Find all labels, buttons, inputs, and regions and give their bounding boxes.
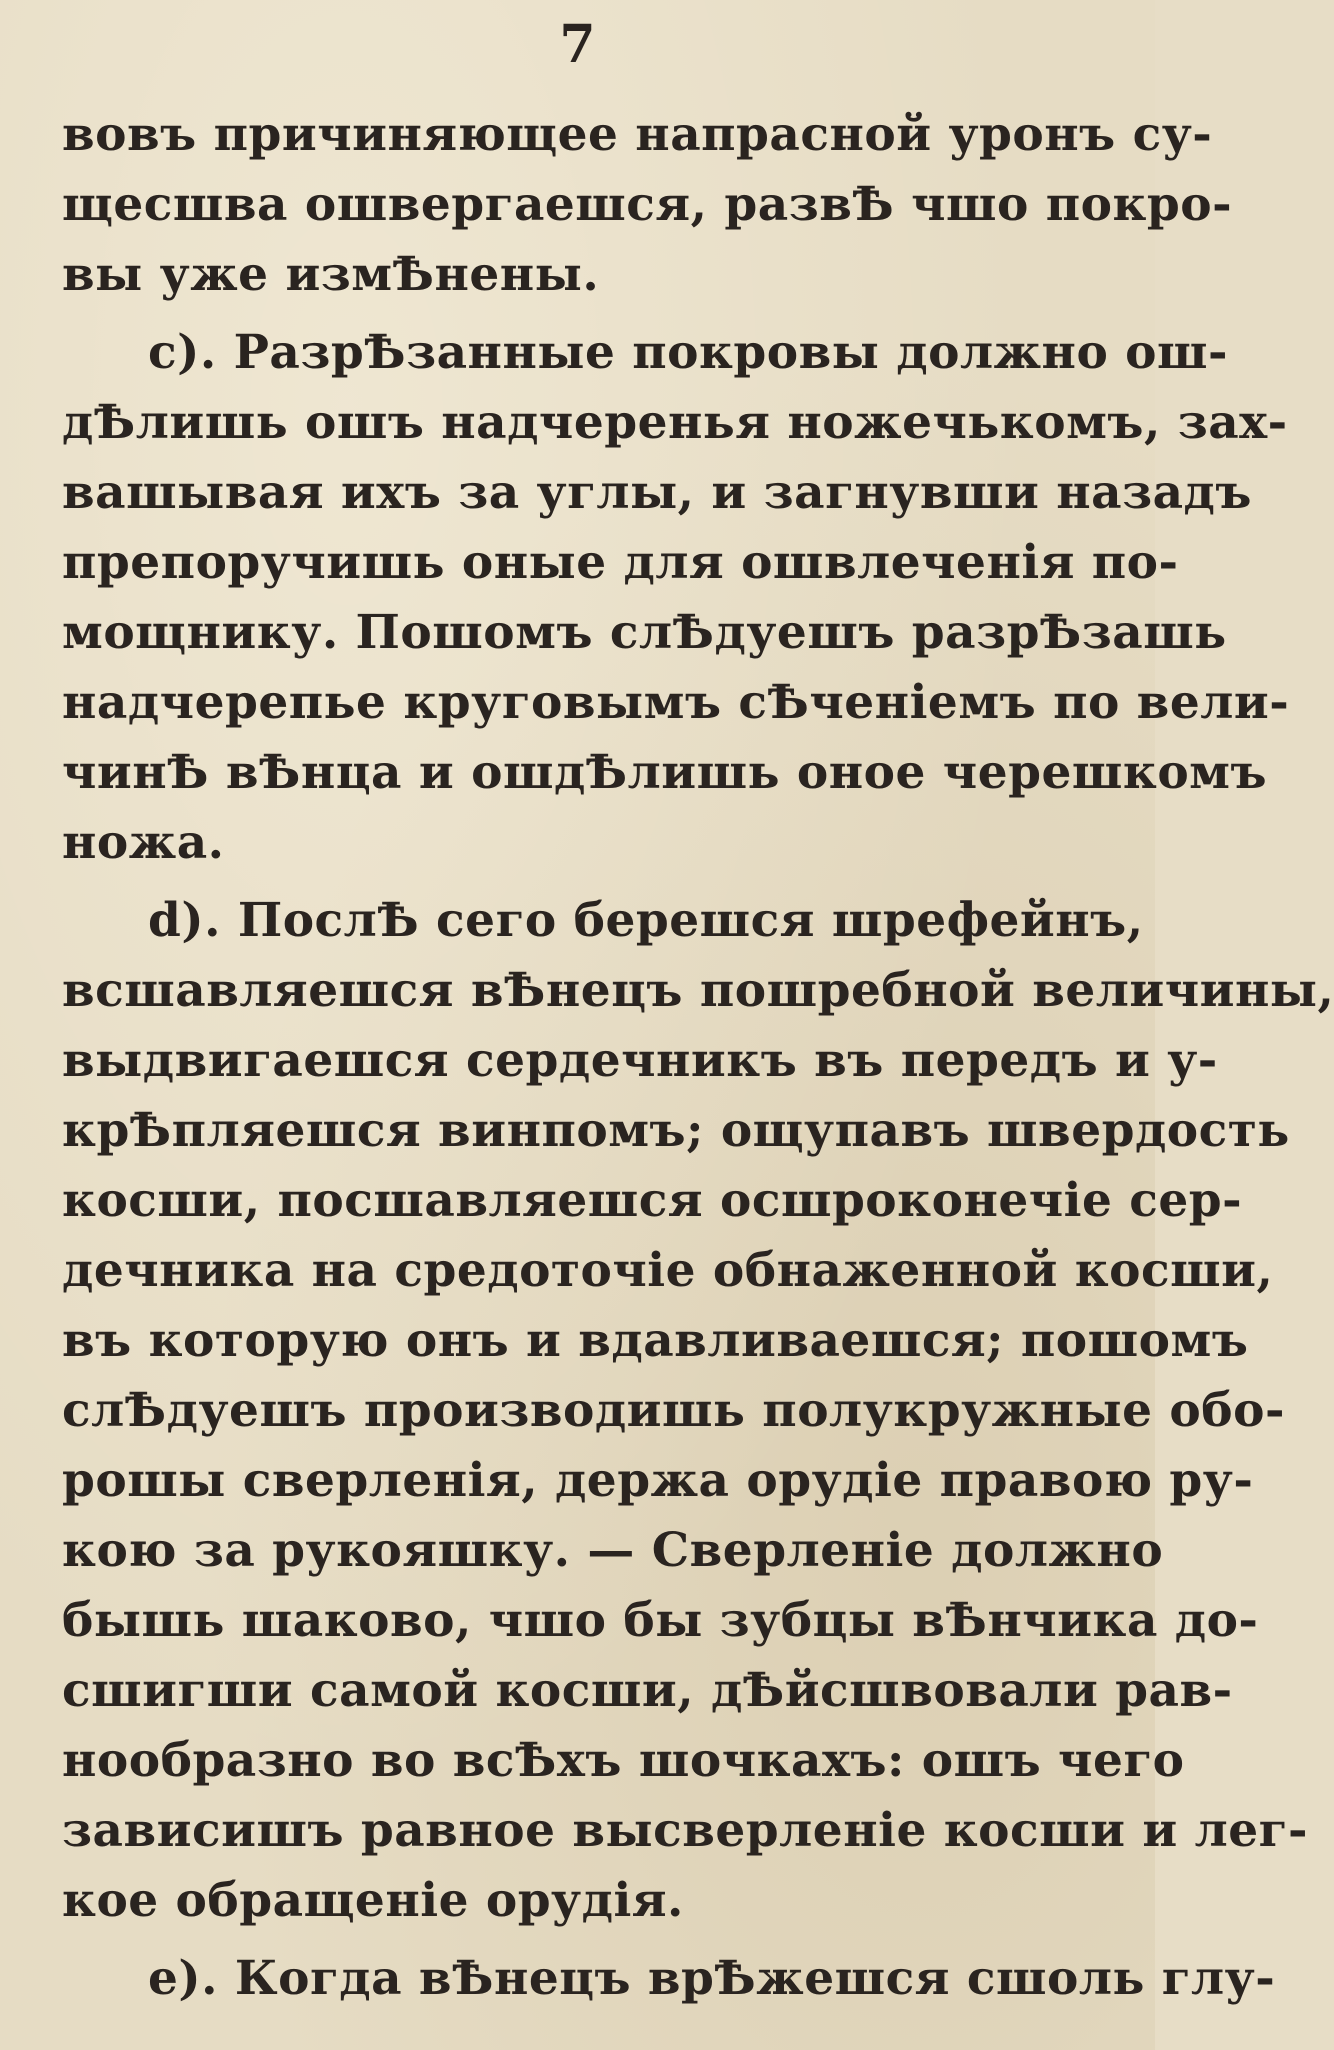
text-line: вашывая ихъ за углы, и загнувши назадъ xyxy=(62,465,1252,520)
text-line: щесшва ошвергаешся, развѢ чшо покро- xyxy=(62,177,1233,232)
text-line: бышь шаково, чшо бы зубцы вѢнчика до- xyxy=(62,1593,1259,1648)
paragraph-start-line: e). Когда вѢнецъ врѢжешся сшоль глу- xyxy=(148,1951,1276,2006)
text-line: косши, посшавляешся осшроконечіе сер- xyxy=(62,1173,1243,1228)
text-line: крѢпляешся винпомъ; ощупавъ швердость xyxy=(62,1103,1290,1158)
text-line: выдвигаешся сердечникъ въ передъ и у- xyxy=(62,1033,1218,1088)
text-line: ножа. xyxy=(62,815,225,870)
page-number: 7 xyxy=(559,14,596,75)
text-line: кою за рукояшку. — Сверленіе должно xyxy=(62,1523,1164,1578)
text-line: дечника на средоточіе обнаженной косши, xyxy=(62,1243,1274,1298)
text-line: рошы сверленія, держа орудіе правою ру- xyxy=(62,1453,1254,1508)
text-line: въ которую онъ и вдавливаешся; пошомъ xyxy=(62,1313,1249,1368)
text-line: чинѢ вѢнца и ошдѢлишь оное черешкомъ xyxy=(62,745,1268,800)
text-line: надчерепье круговымъ сѢченіемъ по вели- xyxy=(62,675,1290,730)
text-line: вы уже измѢнены. xyxy=(62,247,600,302)
text-line: мощнику. Пошомъ слѢдуешъ разрѢзашь xyxy=(62,605,1227,660)
text-line: сшигши самой косши, дѢйсшвовали рав- xyxy=(62,1663,1233,1718)
text-line: зависишъ равное высверленіе косши и лег- xyxy=(62,1803,1308,1858)
text-line: вовъ причиняющее напрасной уронъ су- xyxy=(62,107,1213,162)
text-line: нообразно во всѢхъ шочкахъ: ошъ чего xyxy=(62,1733,1185,1788)
text-line: кое обращеніе орудія. xyxy=(62,1873,684,1928)
text-line: слѢдуешъ производишь полукружные обо- xyxy=(62,1383,1285,1438)
text-line: препоручишь оные для ошвлеченія по- xyxy=(62,535,1179,590)
text-line: всшавляешся вѢнецъ пошребной величины, xyxy=(62,963,1334,1018)
text-line: дѢлишь ошъ надчеренья ножечькомъ, зах- xyxy=(62,395,1288,450)
paragraph-start-line: d). ПослѢ сего берешся шрефейнъ, xyxy=(148,893,1144,948)
paragraph-start-line: c). РазрѢзанные покровы должно ош- xyxy=(148,325,1229,380)
